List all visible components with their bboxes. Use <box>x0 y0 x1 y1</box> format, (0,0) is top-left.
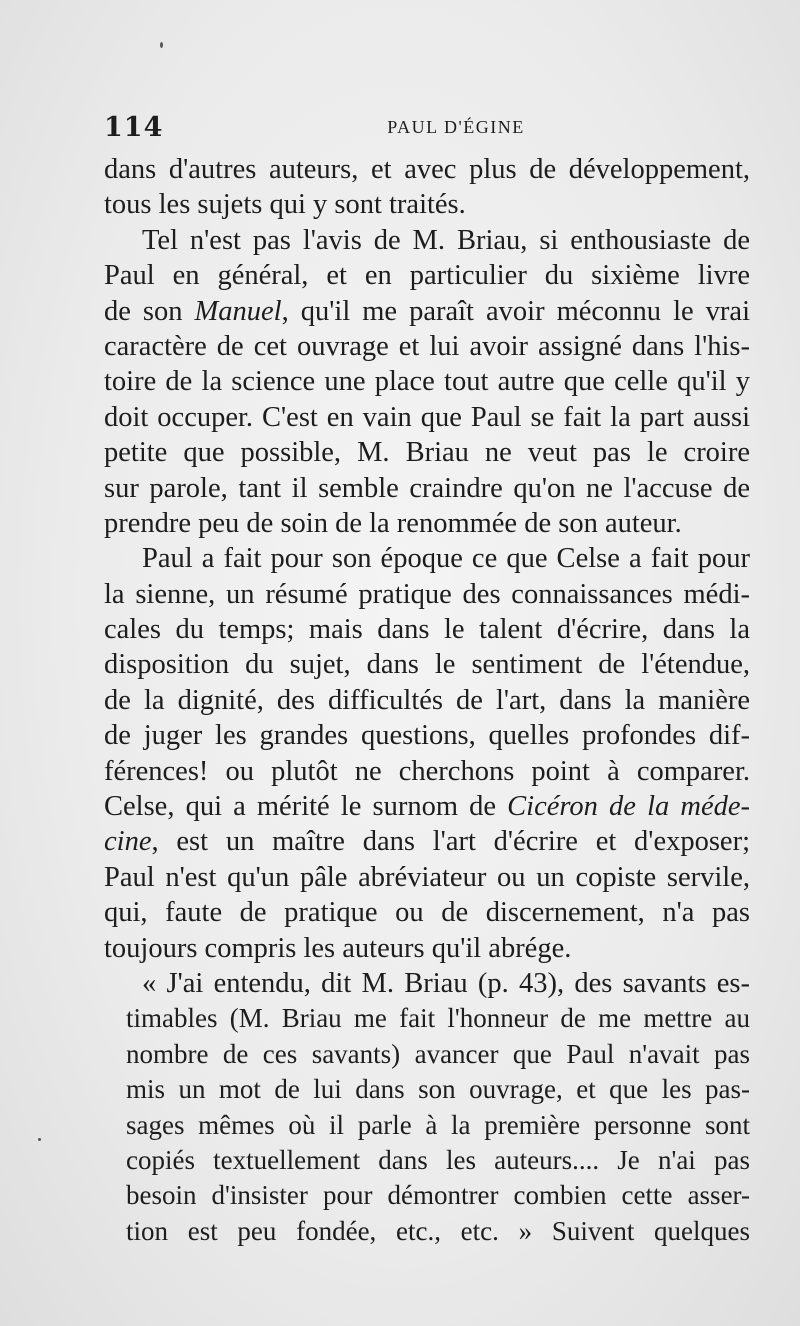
text-line: toire de la science une place tout autre que celle qu'il y <box>104 366 750 398</box>
page-header <box>104 112 768 146</box>
text-line: Tel n'est pas l'avis de M. Briau, si enthousiaste de <box>142 224 750 256</box>
print-speck <box>160 42 163 48</box>
text-line: toujours compris les auteurs qu'il abrége. <box>104 932 572 964</box>
italic-text: cine <box>104 826 152 858</box>
text-line: Paul a fait pour son époque ce que Celse a fait pour <box>142 543 750 575</box>
running-title: PAUL D'ÉGINE <box>387 117 525 137</box>
text-line: sages mêmes où il parle à la première personne sont <box>126 1109 750 1140</box>
text-line: Celse, qui a mérité le surnom de Cicéron de la méde- <box>104 791 751 823</box>
text-line: qui, faute de pratique ou de discernement, n'a pas <box>104 897 750 929</box>
text-line: cales du temps; mais dans le talent d'écrire, dans la <box>104 614 750 646</box>
text-line: nombre de ces savants) avancer que Paul n'avait pas <box>126 1038 750 1069</box>
page-number: 114 <box>104 112 164 143</box>
text-line: prendre peu de soin de la renommée de son auteur. <box>104 507 682 539</box>
text-line: la sienne, un résumé pratique des connaissances médi- <box>104 578 750 610</box>
italic-text: Manuel <box>194 295 282 327</box>
text-line: mis un mot de lui dans son ouvrage, et que les pas- <box>126 1074 750 1105</box>
italic-text: Cicéron de la méde- <box>507 791 751 823</box>
text-line: sur parole, tant il semble craindre qu'on ne l'accuse de <box>104 472 750 504</box>
text-line: timables (M. Briau me fait l'honneur de me mettre au <box>126 1003 750 1034</box>
text-line: Paul en général, et en particulier du sixième livre <box>104 260 750 292</box>
text-line: de la dignité, des difficultés de l'art, dans la manière <box>104 684 750 716</box>
text-line: petite que possible, M. Briau ne veut pas le croire <box>104 437 750 469</box>
print-speck <box>38 1138 41 1141</box>
text-line: besoin d'insister pour démontrer combien cette asser- <box>126 1180 750 1211</box>
text-line: caractère de cet ouvrage et lui avoir assigné dans l'his- <box>104 330 750 362</box>
body-text <box>104 152 750 1249</box>
text-line: de juger les grandes questions, quelles profondes dif- <box>104 720 750 752</box>
text-line: dans d'autres auteurs, et avec plus de développement, <box>104 154 750 185</box>
text-line: « J'ai entendu, dit M. Briau (p. 43), des savants es- <box>142 967 750 999</box>
text-line: copiés textuellement dans les auteurs.... Je n'ai pas <box>126 1144 750 1175</box>
text-line: tion est peu fondée, etc., etc. » Suivent quelques <box>126 1215 750 1246</box>
text-line: tous les sujets qui y sont traités. <box>104 189 466 221</box>
text-line: doit occuper. C'est en vain que Paul se fait la part aussi <box>104 401 750 433</box>
text-line: de son Manuel, qu'il me paraît avoir méconnu le vrai <box>104 295 750 327</box>
text-line: disposition du sujet, dans le sentiment de l'étendue, <box>104 649 750 681</box>
text-line: Paul n'est qu'un pâle abréviateur ou un copiste servile, <box>104 861 750 893</box>
text-line: cine, est un maître dans l'art d'écrire et d'exposer; <box>104 826 750 858</box>
text-line: férences! ou plutôt ne cherchons point à comparer. <box>104 755 750 787</box>
